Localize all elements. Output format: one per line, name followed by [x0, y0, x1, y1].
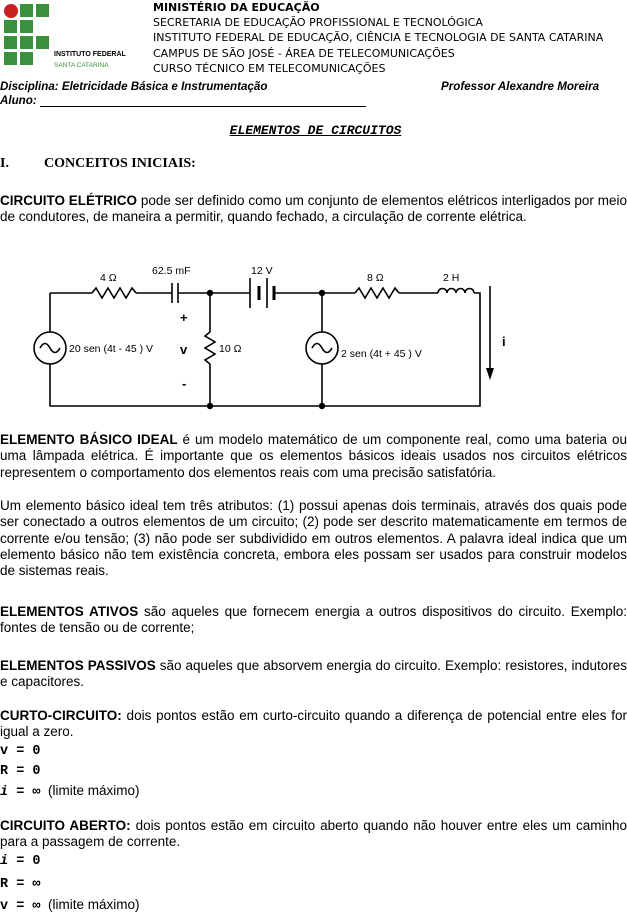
header-institute: INSTITUTO FEDERAL DE EDUCAÇÃO, CIÊNCIA E TECNOLOGIA DE SANTA CATARINA [153, 31, 604, 44]
text-curto-circuito: dois pontos estão em curto-circuito quando a diferença de potencial entre eles for igual a zero. [0, 708, 627, 740]
label-source-2: 2 sen (4t + 45 ) V [341, 348, 422, 360]
curto-value-r: R = 0 [0, 764, 41, 779]
paragraph-elementos-ativos [0, 604, 627, 637]
paragraph-circuito-aberto [0, 818, 627, 851]
text-circuito-eletrico: pode ser definido como um conjunto de elementos elétricos interligados por meio de condutores, de maneira a permitir, quando fechado, a circulação de corrente elétrica. [0, 193, 627, 225]
logo-subtitle: SANTA CATARINA [54, 62, 109, 69]
curto-value-v: v = 0 [0, 744, 41, 759]
paragraph-elemento-basico [0, 432, 627, 481]
curto-value-i: i = ∞ (limite máximo) [0, 783, 140, 800]
label-plus: + [180, 310, 188, 325]
section-heading [0, 156, 196, 172]
label-inductor: 2 H [443, 272, 460, 284]
resistor-8ohm [355, 288, 399, 298]
term-circuito-eletrico: CIRCUITO ELÉTRICO [0, 193, 138, 208]
label-voltage-v: v [180, 342, 188, 357]
header-course: CURSO TÉCNICO EM TELECOMUNICAÇÕES [153, 62, 386, 75]
logo-name: INSTITUTO FEDERAL [54, 51, 126, 58]
term-curto-circuito: CURTO-CIRCUITO: [0, 708, 122, 723]
circuit-diagram [0, 258, 627, 418]
term-elemento-basico: ELEMENTO BÁSICO IDEAL [0, 432, 178, 447]
paragraph-curto-circuito [0, 708, 627, 741]
aberto-value-i: i = 0 [0, 854, 41, 869]
label-source-1: 20 sen (4t - 45 ) V [69, 343, 154, 355]
header-secretariat: SECRETARIA DE EDUCAÇÃO PROFISSIONAL E TECNOLÓGICA [153, 16, 483, 29]
student-label: Aluno: [0, 94, 37, 107]
student-name-line [40, 106, 366, 107]
resistor-10ohm [205, 332, 215, 364]
label-r3: 8 Ω [367, 272, 384, 284]
label-minus: - [182, 376, 187, 391]
paragraph-atributos: Um elemento básico ideal tem três atributos: (1) possui apenas dois terminais, através dos quais pode ser conectado a outros elementos de um circuito; (2) pode ser descrito matematicamente em termos de corrente e/ou tensão; (3) não pode ser subdividido em outros elementos. A palavra ideal indica que um elemento básico não tem existência concreta, embora eles possam ser usados para construir modelos de sistemas reais. [0, 498, 627, 579]
section-title: CONCEITOS INICIAIS: [44, 156, 196, 171]
header-campus: CAMPUS DE SÃO JOSÉ - ÁREA DE TELECOMUNICAÇÕES [153, 47, 455, 60]
aberto-value-v: v = ∞ (limite máximo) [0, 897, 140, 914]
label-r1: 4 Ω [100, 272, 117, 284]
current-arrow-head [486, 368, 494, 380]
text-elementos-passivos: são aqueles que absorvem energia do circuito. Exemplo: resistores, indutores e capacitores. [0, 658, 627, 690]
institute-logo [4, 4, 134, 70]
page-title: ELEMENTOS DE CIRCUITOS [229, 123, 402, 138]
label-capacitor: 62.5 mF [152, 265, 191, 277]
discipline-label: Disciplina: Eletricidade Básica e Instrumentação [0, 80, 268, 93]
text-circuito-aberto: dois pontos estão em circuito aberto quando não houver entre eles um caminho para a passagem de corrente. [0, 818, 627, 850]
paragraph-circuito-eletrico [0, 193, 627, 226]
text-elementos-ativos: são aqueles que fornecem energia a outros dispositivos do circuito. Exemplo: fontes de tensão ou de corrente; [0, 604, 627, 636]
inductor-2h [438, 289, 474, 294]
professor-label: Professor Alexandre Moreira [441, 80, 600, 93]
resistor-4ohm [92, 288, 136, 298]
term-circuito-aberto: CIRCUITO ABERTO: [0, 818, 131, 833]
section-number: I. [0, 156, 9, 171]
term-elementos-ativos: ELEMENTOS ATIVOS [0, 604, 139, 619]
logo-red-circle [4, 4, 18, 18]
label-battery: 12 V [251, 265, 273, 277]
label-r2: 10 Ω [219, 343, 242, 355]
text-elemento-basico: é um modelo matemático de um componente real, como uma bateria ou uma lâmpada elétrica. É importante que os elementos básicos ideais usados nos circuitos elétricos representem o comportamento dos elementos reais com uma precisão satisfatória. [0, 432, 627, 480]
label-current-i: i [502, 334, 506, 349]
paragraph-elementos-passivos [0, 658, 627, 691]
header-ministry: MINISTÉRIO DA EDUCAÇÃO [153, 1, 320, 14]
term-elementos-passivos: ELEMENTOS PASSIVOS [0, 658, 156, 673]
aberto-value-r: R = ∞ [0, 877, 41, 892]
